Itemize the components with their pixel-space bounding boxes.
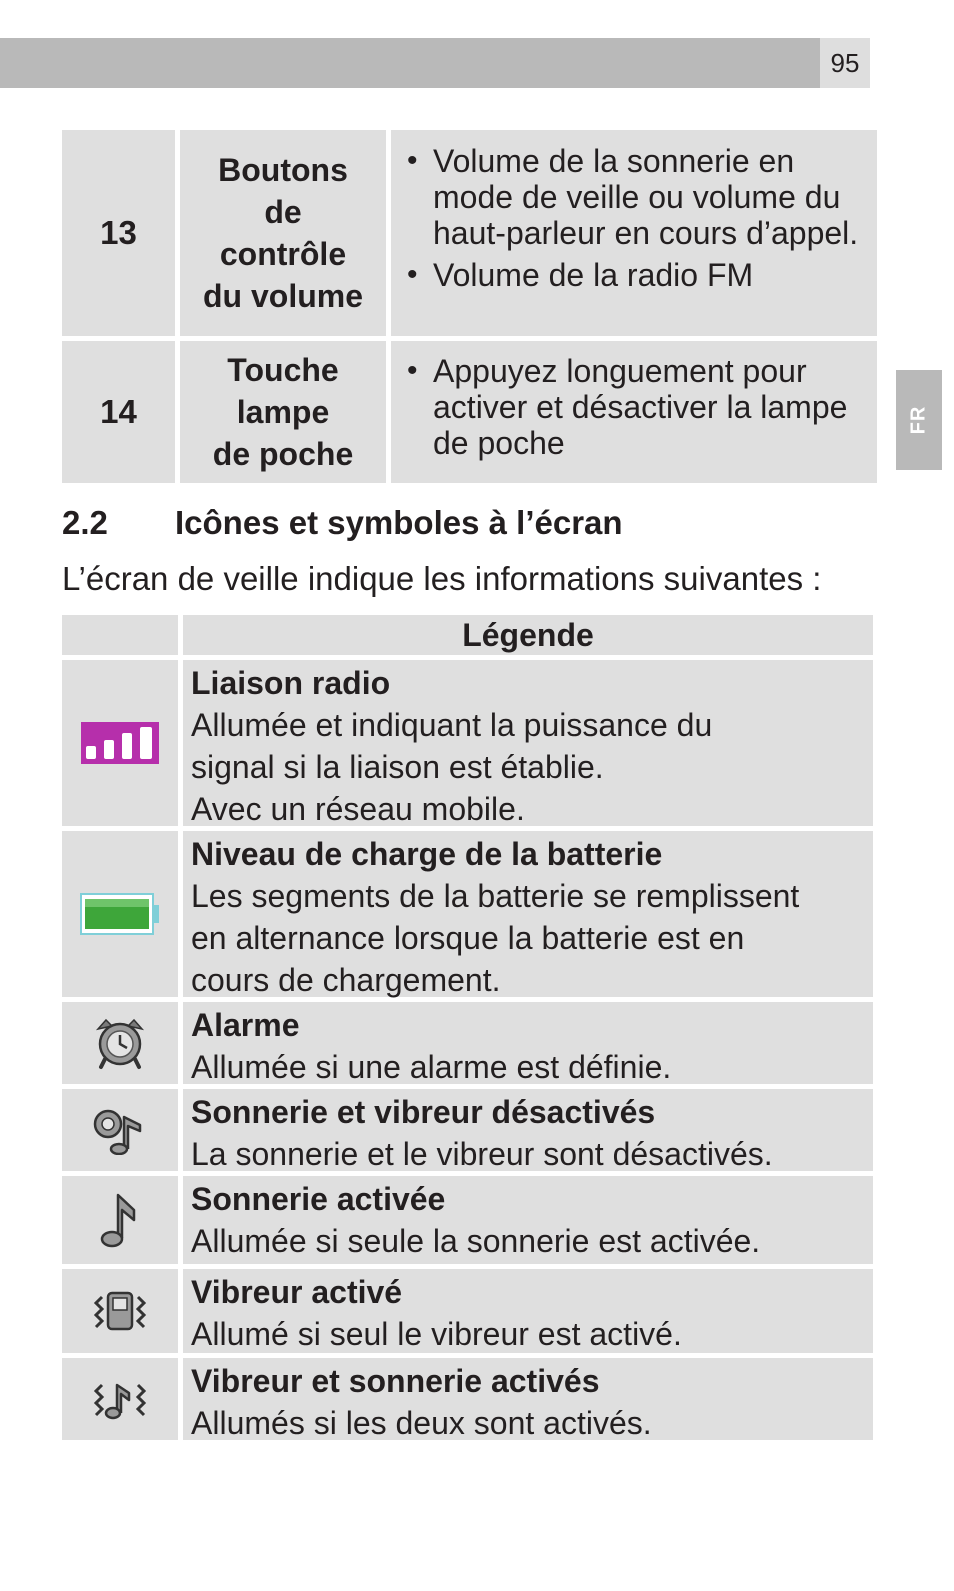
legend-text bbox=[183, 660, 873, 826]
key-name-line: contrôle bbox=[219, 236, 347, 272]
legend-line: en alternance lorsque la batterie est en bbox=[191, 920, 745, 956]
legend-line: cours de chargement. bbox=[191, 962, 501, 998]
legend-icon-cell bbox=[62, 1358, 178, 1440]
key-number: 14 bbox=[62, 341, 175, 483]
legend-title: Vibreur activé bbox=[191, 1274, 403, 1310]
legend-icon-cell bbox=[62, 1089, 178, 1171]
legend-icon-cell bbox=[62, 1176, 178, 1264]
section-intro: L’écran de veille indique les informations suivantes : bbox=[62, 560, 822, 597]
legend-line: Les segments de la batterie se remplissent bbox=[191, 878, 800, 914]
section-title-text: Icônes et symboles à l’écran bbox=[175, 504, 623, 541]
legend-text bbox=[183, 1358, 873, 1440]
legend-title: Alarme bbox=[191, 1007, 300, 1043]
header-bar bbox=[0, 38, 820, 88]
legend-line: Allumée si seule la sonnerie est activée. bbox=[191, 1223, 761, 1259]
legend-line: Allumés si les deux sont activés. bbox=[191, 1405, 652, 1441]
legend-text bbox=[183, 831, 873, 997]
legend-text bbox=[183, 1002, 873, 1084]
legend-text bbox=[183, 1176, 873, 1264]
legend-line: Allumée si une alarme est définie. bbox=[191, 1049, 672, 1085]
legend-line: Allumée et indiquant la puissance du bbox=[191, 707, 713, 743]
legend-line: Avec un réseau mobile. bbox=[191, 791, 525, 827]
silent-icon bbox=[92, 1105, 148, 1155]
legend-title: Sonnerie et vibreur désactivés bbox=[191, 1094, 656, 1130]
legend-header-blank bbox=[62, 615, 178, 655]
legend-icon-cell bbox=[62, 831, 178, 997]
key-name bbox=[180, 130, 386, 336]
legend-icon-cell bbox=[62, 1002, 178, 1084]
key-description bbox=[391, 341, 877, 483]
vibrate-ring-icon bbox=[91, 1377, 149, 1421]
section-number: 2.2 bbox=[62, 504, 108, 541]
vibrate-icon bbox=[91, 1289, 149, 1333]
key-name-line: lampe bbox=[236, 394, 330, 430]
legend-title: Sonnerie activée bbox=[191, 1181, 446, 1217]
signal-bars-icon bbox=[81, 722, 159, 764]
key-name bbox=[180, 341, 386, 483]
key-bullet: • Volume de la sonnerie en mode de veille ou volume du haut-parleur en cours d’appel. bbox=[407, 143, 863, 251]
key-number: 13 bbox=[62, 130, 175, 336]
key-bullet: • Appuyez longuement pour activer et désactiver la lampe de poche bbox=[407, 353, 863, 461]
key-name-line: de poche bbox=[212, 436, 354, 472]
page-number: 95 bbox=[820, 38, 870, 88]
legend-title: Liaison radio bbox=[191, 665, 391, 701]
language-tab bbox=[896, 370, 942, 470]
key-name-line: Boutons bbox=[218, 152, 348, 188]
ring-note-icon bbox=[98, 1190, 142, 1250]
key-bullet: • Volume de la radio FM bbox=[407, 257, 863, 293]
legend-line: signal si la liaison est établie. bbox=[191, 749, 604, 785]
legend-header: Légende bbox=[183, 615, 873, 655]
key-name-line: du volume bbox=[202, 278, 363, 314]
legend-text bbox=[183, 1089, 873, 1171]
alarm-clock-icon bbox=[92, 1015, 148, 1071]
key-description bbox=[391, 130, 877, 336]
legend-title: Vibreur et sonnerie activés bbox=[191, 1363, 600, 1399]
legend-line: Allumé si seul le vibreur est activé. bbox=[191, 1316, 682, 1352]
legend-text bbox=[183, 1269, 873, 1353]
legend-title: Niveau de charge de la batterie bbox=[191, 836, 663, 872]
legend-line: La sonnerie et le vibreur sont désactivés. bbox=[191, 1136, 773, 1172]
legend-icon-cell bbox=[62, 1269, 178, 1353]
language-tab-label: FR bbox=[907, 405, 930, 435]
battery-icon bbox=[80, 893, 160, 935]
legend-icon-cell bbox=[62, 660, 178, 826]
section-title bbox=[62, 504, 623, 542]
key-name-line: de bbox=[264, 194, 302, 230]
key-name-line: Touche bbox=[227, 352, 339, 388]
